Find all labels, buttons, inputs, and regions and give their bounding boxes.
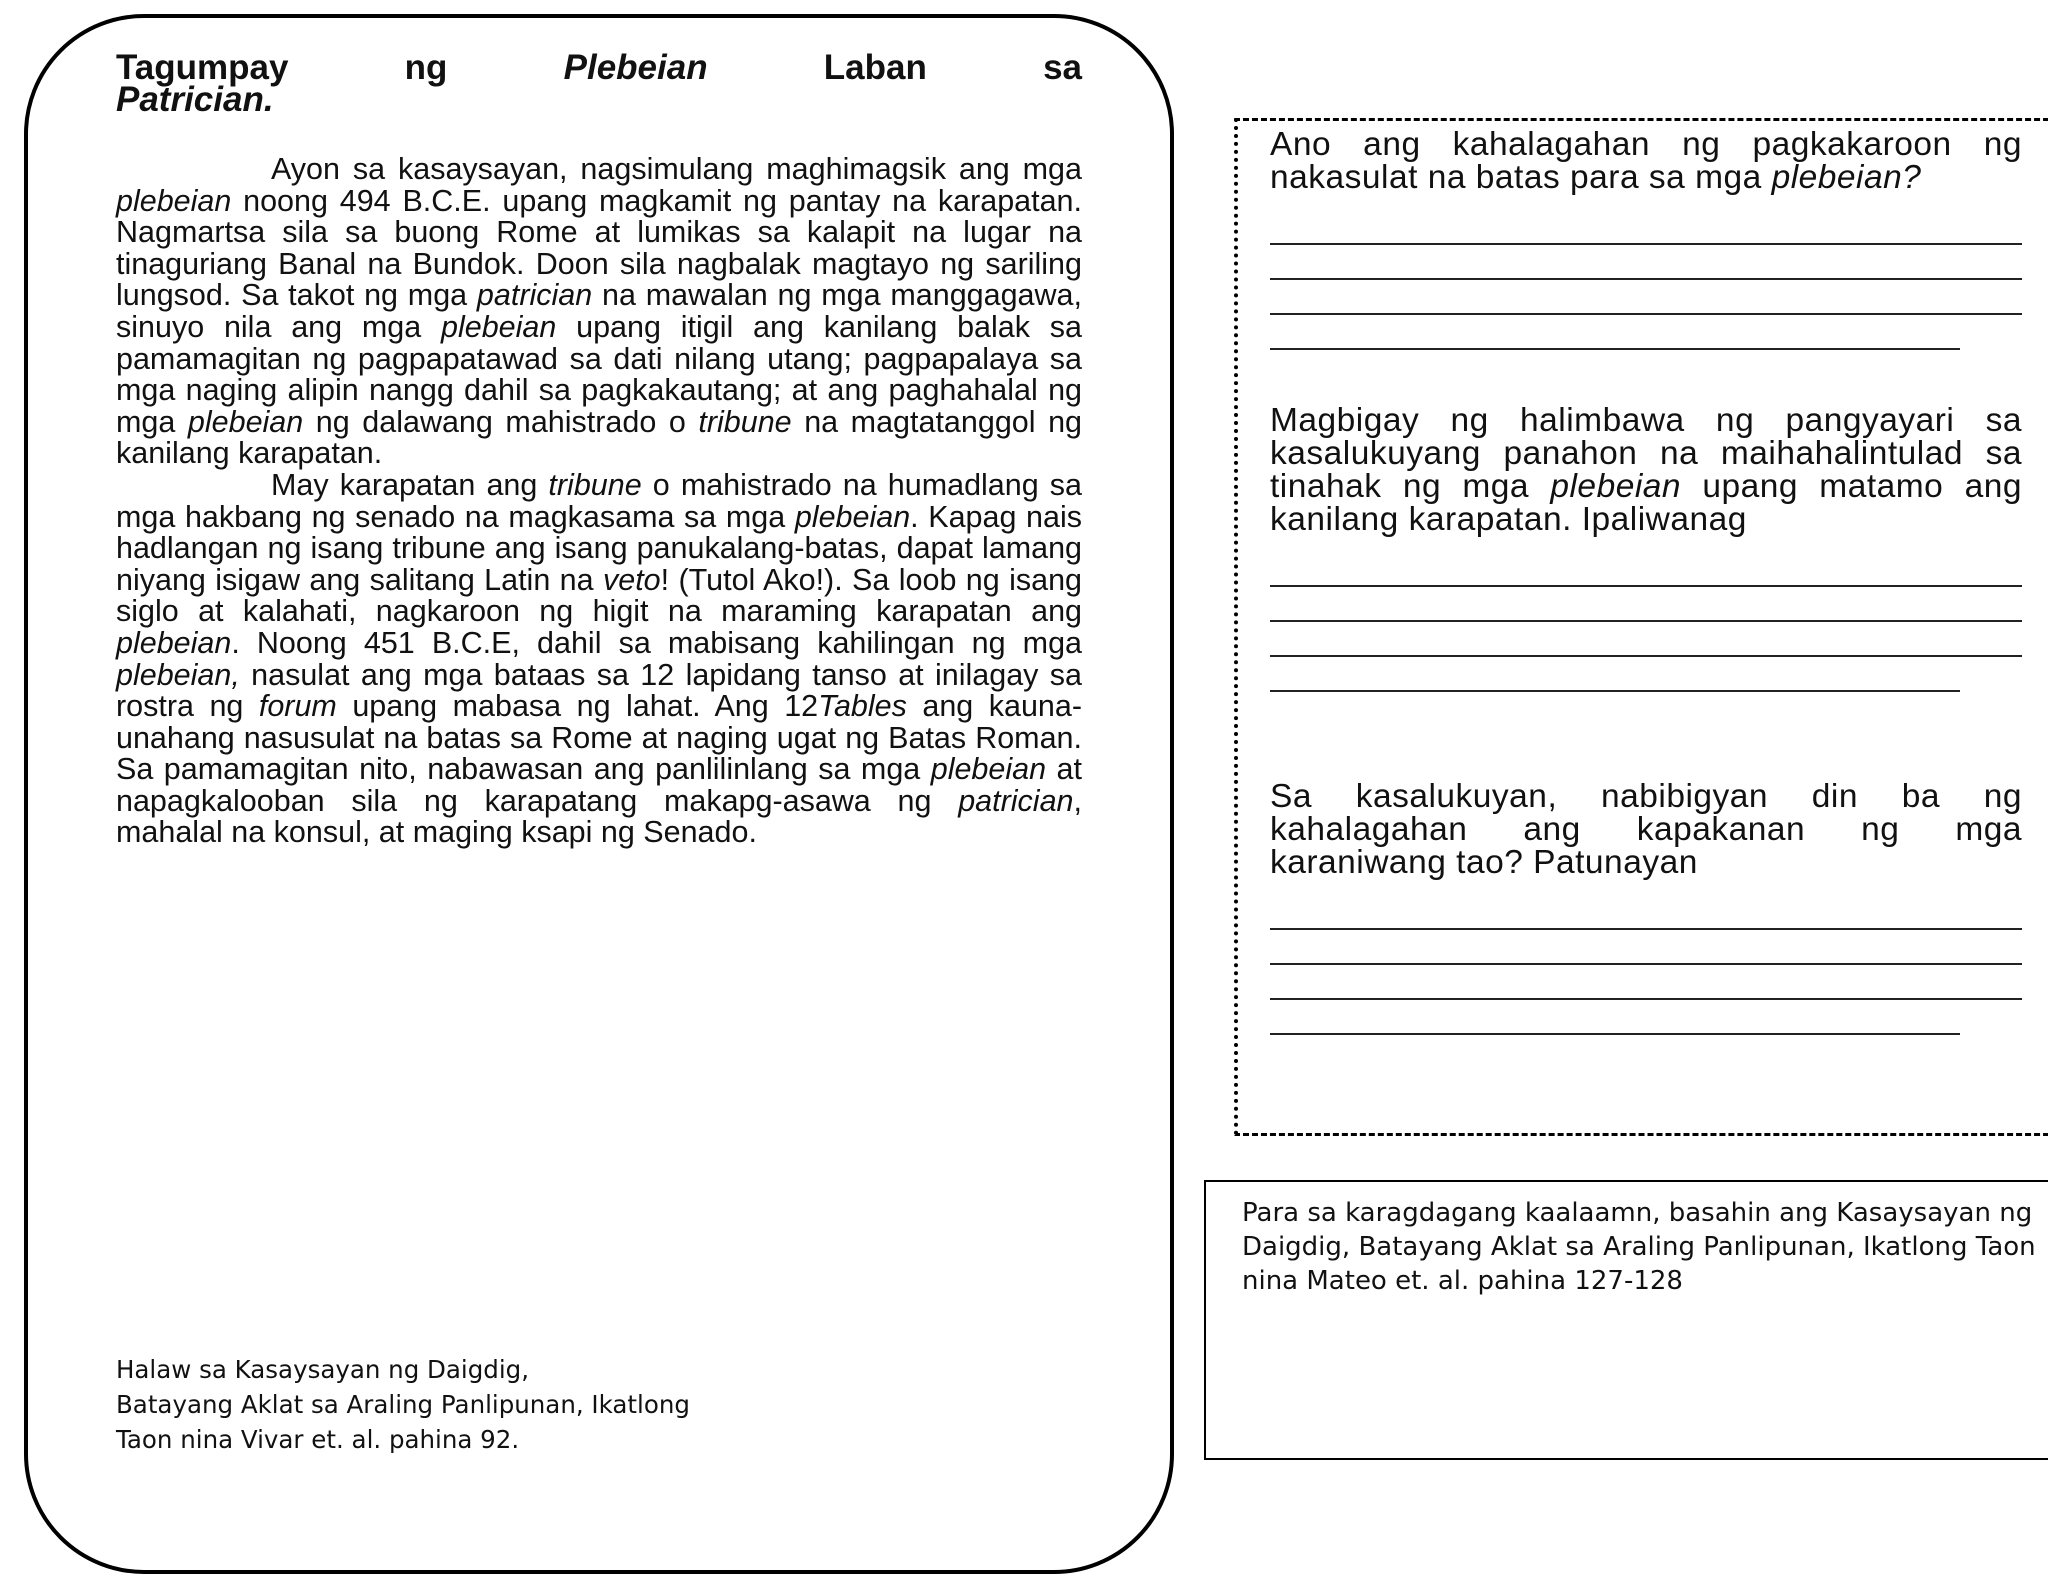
question-text — [1270, 780, 2022, 879]
question-block — [1270, 780, 2022, 1035]
text-run: noong 494 B.C.E. upang magkamit ng pantay na karapatan. Nagmartsa sila sa buong Rome at lumikas sa kalapit na lugar na tinaguriang Banal na Bundok. Doon sila nagbalak magtayo ng sariling lungsod. Sa takot ng mga — [116, 183, 1082, 313]
answer-line[interactable] — [1270, 622, 2022, 657]
article-paragraph — [116, 467, 1083, 850]
reference-note: Para sa karagdagang kaalaamn, basahin ang Kasaysayan ng Daigdig, Batayang Aklat sa Araling Panlipunan, Ikatlong Taon nina Mateo et. al. pahina 127-128 — [1204, 1180, 2048, 1460]
text-run: upang matamo ang kanilang karapatan. Ipaliwanag — [1270, 468, 2022, 538]
article-title — [116, 48, 1082, 119]
answer-line[interactable] — [1270, 315, 1960, 350]
italic-term: plebeian — [794, 499, 911, 534]
article-paragraph — [116, 154, 1082, 470]
article-source — [116, 1352, 1096, 1457]
italic-term: tribune — [548, 467, 642, 502]
italic-term: plebeian — [116, 183, 232, 218]
text-run: ng dalawang mahistrado o — [303, 404, 699, 439]
italic-term: tribune — [698, 404, 792, 439]
text-run: . Kapag nais hadlangan ng isang tribune ang isang panukalang-batas, dapat lamang niyang isigaw ang salitang Latin na — [116, 499, 1082, 597]
text-run: Magbigay ng halimbawa ng pangyayari sa kasalukuyang panahon na maihahalintulad sa tinahak ng mga — [1270, 402, 2022, 505]
answer-line[interactable] — [1270, 895, 2022, 930]
answer-line[interactable] — [1270, 210, 2022, 245]
source-line: Halaw sa Kasaysayan ng Daigdig, — [116, 1355, 529, 1384]
question-block — [1270, 128, 2022, 350]
italic-term: veto — [602, 562, 661, 597]
text-run: . Noong 451 B.C.E, dahil sa mabisang kahilingan ng mga — [231, 625, 1082, 660]
source-line: Taon nina Vivar et. al. pahina 92. — [116, 1425, 520, 1454]
text-run: Sa kasalukuyan, nabibigyan din ba ng kahalagahan ang kapakanan ng mga karaniwang tao? Patunayan — [1270, 778, 2022, 881]
italic-term: plebeian — [930, 752, 1047, 787]
question-block — [1270, 404, 2022, 692]
italic-term: plebeian — [116, 625, 232, 660]
title-part: Tagumpay ng — [116, 48, 564, 87]
title-part: Plebeian — [563, 48, 708, 87]
question-text — [1270, 404, 2022, 536]
text-run: ang kauna-unahang nasusulat na batas sa Rome at naging ugat ng Batas Roman. Sa pamamagitan nito, nabawasan ang panlilinlang sa mga — [116, 689, 1083, 787]
text-run: na mawalan ng mga manggagawa, sinuyo nila ang mga — [116, 278, 1082, 344]
title-part: Laban sa — [707, 48, 1082, 87]
answer-line[interactable] — [1270, 1000, 1960, 1035]
answer-line[interactable] — [1270, 965, 2022, 1000]
italic-term: plebeian, — [116, 657, 240, 692]
answer-lines[interactable] — [1270, 552, 2022, 692]
text-run: na magtatanggol ng kanilang karapatan. — [116, 404, 1082, 471]
italic-term: patrician — [476, 278, 593, 313]
text-run: upang mabasa ng lahat. Ang 12 — [336, 689, 819, 724]
italic-term: patrician — [958, 783, 1074, 818]
text-run: Ayon sa kasaysayan, nagsimulang maghimagsik ang mga — [271, 152, 1082, 186]
answer-line[interactable] — [1270, 657, 1960, 692]
italic-term: plebeian — [187, 404, 304, 439]
article-body — [116, 154, 1082, 849]
title-line2: Patrician. — [116, 80, 274, 119]
answer-line[interactable] — [1270, 552, 2022, 587]
italic-term: plebeian? — [1771, 159, 1922, 196]
question-text — [1270, 128, 2022, 194]
italic-term: Tables — [818, 689, 907, 724]
text-run: at napagkalooban sila ng karapatang makapg-asawa ng — [116, 752, 1082, 818]
answer-lines[interactable] — [1270, 895, 2022, 1035]
answer-line[interactable] — [1270, 587, 2022, 622]
answer-line[interactable] — [1270, 280, 2022, 315]
answer-line[interactable] — [1270, 930, 2022, 965]
text-run: o mahistrado na humadlang sa mga hakbang ng senado na magkasama sa mga — [116, 467, 1082, 534]
text-run: Ano ang kahalagahan ng pagkakaroon ng nakasulat na batas para sa mga — [1270, 126, 2022, 196]
text-run: nasulat ang mga bataas sa 12 lapidang tanso at inilagay sa rostra ng — [116, 657, 1082, 724]
italic-term: plebeian — [1550, 468, 1682, 505]
answer-line[interactable] — [1270, 245, 2022, 280]
text-run: ! (Tutol Ako!). Sa loob ng isang siglo at kalahati, nagkaroon ng higit na maraming karapatan ang — [116, 562, 1082, 629]
italic-term: forum — [258, 689, 337, 724]
text-run: May karapatan ang — [271, 467, 549, 502]
answer-lines[interactable] — [1270, 210, 2022, 350]
text-run: , mahalal na konsul, at maging ksapi ng Senado. — [116, 783, 1082, 850]
text-run: upang itigil ang kanilang balak sa pamamagitan ng pagpapatawad sa dati nilang utang; pagpapalaya sa mga naging alipin nangg dahil sa pagkakautang; at ang paghahalal ng mga — [116, 309, 1083, 439]
source-line: Batayang Aklat sa Araling Panlipunan, Ikatlong — [116, 1390, 690, 1419]
italic-term: plebeian — [441, 309, 557, 344]
